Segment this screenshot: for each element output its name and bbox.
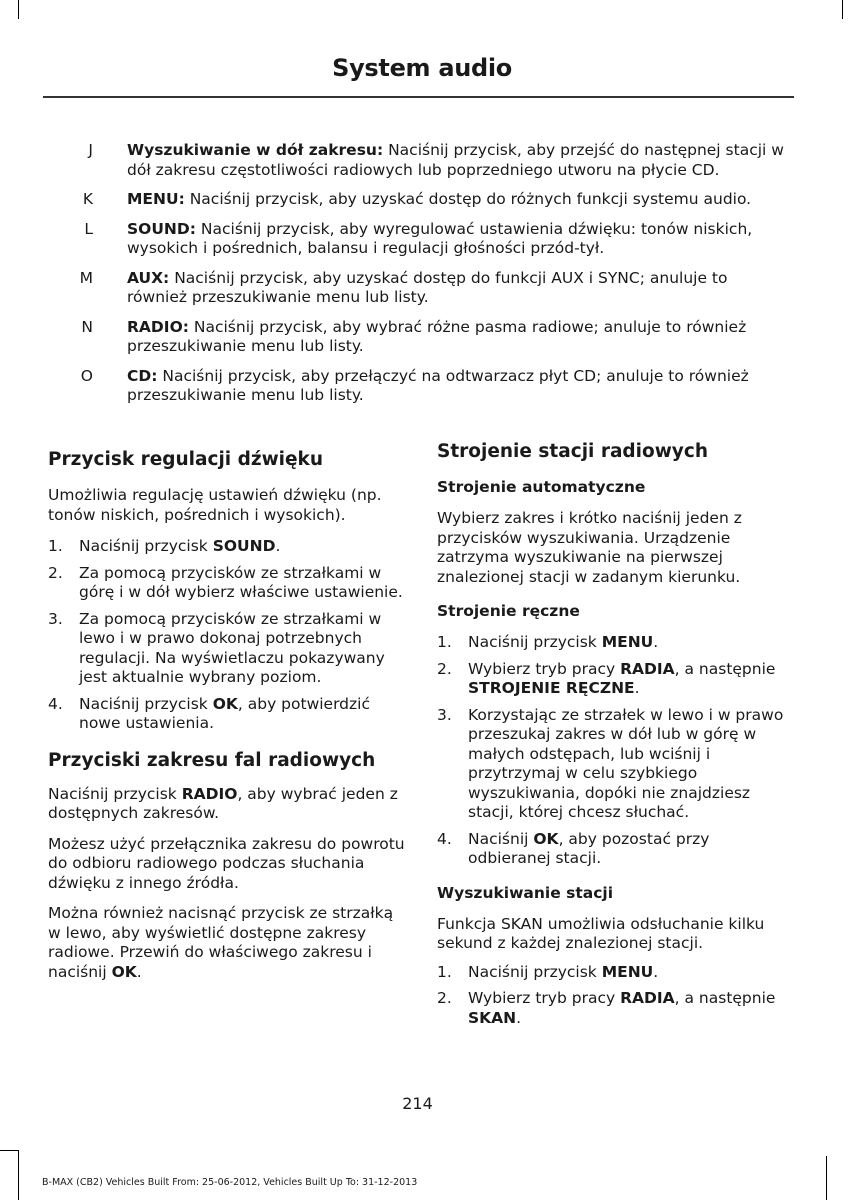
subheading-scan: Wyszukiwanie stacji [437,883,614,902]
list-item: 4. Naciśnij przycisk OK, aby potwierdzić nowe ustawienia. [48,694,370,732]
key-text: Naciśnij przycisk, aby wyregulować ustawienia dźwięku: tonów niskich, wysokich i pośrednich, balansu i regulacji głośności przód-tył. [127,219,753,257]
list-item: 1. Naciśnij przycisk SOUND. [48,537,281,555]
crop-mark-bottom-right [826,1156,827,1200]
list-item: 3. Korzystając ze strzałek w lewo i w prawo przeszukaj zakres w dół lub w górę w małych odstępach, lub wciśnij i przytrzymaj w celu szybkiego wyszukiwania, dopóki nie znajdziesz stacji, której chcesz słuchać. [437,705,784,821]
key-term: SOUND: [127,219,196,238]
crop-mark-top-left [18,0,19,19]
subheading-manual: Strojenie ręczne [437,602,580,620]
key-list [48,141,786,416]
key-text: Naciśnij przycisk, aby uzyskać dostęp do funkcji AUX i SYNC; anuluje to również przeszukiwanie menu lub listy. [127,268,728,306]
key-item-k [48,190,786,210]
scan-steps [437,963,792,1029]
crop-mark-top-right [842,0,843,19]
sound-intro: Umożliwia regulację ustawień dźwięku (np. tonów niskich, pośrednich i wysokich). [48,486,382,524]
section-heading-sound: Przycisk regulacji dźwięku [48,449,324,470]
right-column [437,436,792,1035]
key-text: Naciśnij przycisk, aby przełączyć na odtwarzacz płyt CD; anuluje to również przeszukiwanie menu lub listy. [127,366,749,404]
key-letter: N [81,317,93,336]
band-paragraph-2: Możesz użyć przełącznika zakresu do powrotu do odbioru radiowego podczas słuchania dźwięku z innego źródła. [48,834,405,892]
key-letter: M [79,268,93,287]
page-title: System audio [332,54,512,82]
sound-steps [48,537,406,734]
band-paragraph-3: Można również nacisnąć przycisk ze strzałką w lewo, aby wyświetlić dostępne zakresy radiowe. Przewiń do właściwego zakresu i naciśnij OK. [48,904,394,981]
key-item-l [48,220,786,259]
key-term: MENU: [127,190,185,208]
list-item: 3. Za pomocą przycisków ze strzałkami w lewo i w prawo dokonaj potrzebnych regulacji. Na wyświetlaczu pokazywany jest aktualnie wybrany poziom. [48,609,385,686]
key-term: RADIO: [127,317,189,336]
section-heading-bands: Przyciski zakresu fal radiowych [48,749,376,771]
subheading-auto: Strojenie automatyczne [437,478,646,496]
key-term: AUX: [127,268,170,287]
key-text: Naciśnij przycisk, aby uzyskać dostęp do różnych funkcji systemu audio. [184,190,752,208]
key-text: Naciśnij przycisk, aby przejść do następnej stacji w dół zakresu częstotliwości radiowych lub poprzedniego utworu na płycie CD. [127,141,784,179]
band-paragraph-1: Naciśnij przycisk RADIO, aby wybrać jeden z dostępnych zakresów. [48,784,398,822]
manual-steps [437,633,792,869]
crop-mark-bottom-left-h [0,1150,18,1151]
key-item-j [48,141,786,180]
key-text: Naciśnij przycisk, aby wybrać różne pasma radiowe; anuluje to również przeszukiwanie menu lub listy. [127,317,747,355]
key-item-o [48,367,786,406]
list-item: 2. Za pomocą przycisków ze strzałkami w górę i w dół wybierz właściwe ustawienie. [48,563,403,601]
footer-text: B-MAX (CB2) Vehicles Built From: 25-06-2012, Vehicles Built Up To: 31-12-2013 [42,1177,418,1188]
key-letter: J [88,141,93,159]
page-number: 214 [402,1094,433,1113]
key-item-m [48,269,786,308]
list-item: 4. Naciśnij OK, aby pozostać przy odbieranej stacji. [437,829,710,867]
list-item: 1. Naciśnij przycisk MENU. [437,962,659,981]
scan-text: Funkcja SKAN umożliwia odsłuchanie kilku sekund z każdej znalezionej stacji. [437,914,765,952]
left-column [48,436,406,982]
crop-mark-bottom-left-v [18,1150,19,1200]
section-heading-tuning: Strojenie stacji radiowych [437,441,709,462]
key-item-n [48,318,786,357]
list-item: 2. Wybierz tryb pracy RADIA, a następnie SKAN. [437,989,776,1027]
list-item: 1. Naciśnij przycisk MENU. [437,633,659,651]
key-letter: K [82,190,93,208]
key-term: Wyszukiwanie w dół zakresu: [127,141,384,159]
key-term: CD: [127,366,158,385]
key-letter: O [80,366,93,385]
key-letter: L [84,219,93,238]
auto-text: Wybierz zakres i krótko naciśnij jeden z przycisków wyszukiwania. Urządzenie zatrzyma wyszukiwanie na pierwszej znalezionej stacji w zadanym kierunku. [437,509,742,586]
header-rule [43,96,794,98]
list-item: 2. Wybierz tryb pracy RADIA, a następnie STROJENIE RĘCZNE. [437,659,776,697]
